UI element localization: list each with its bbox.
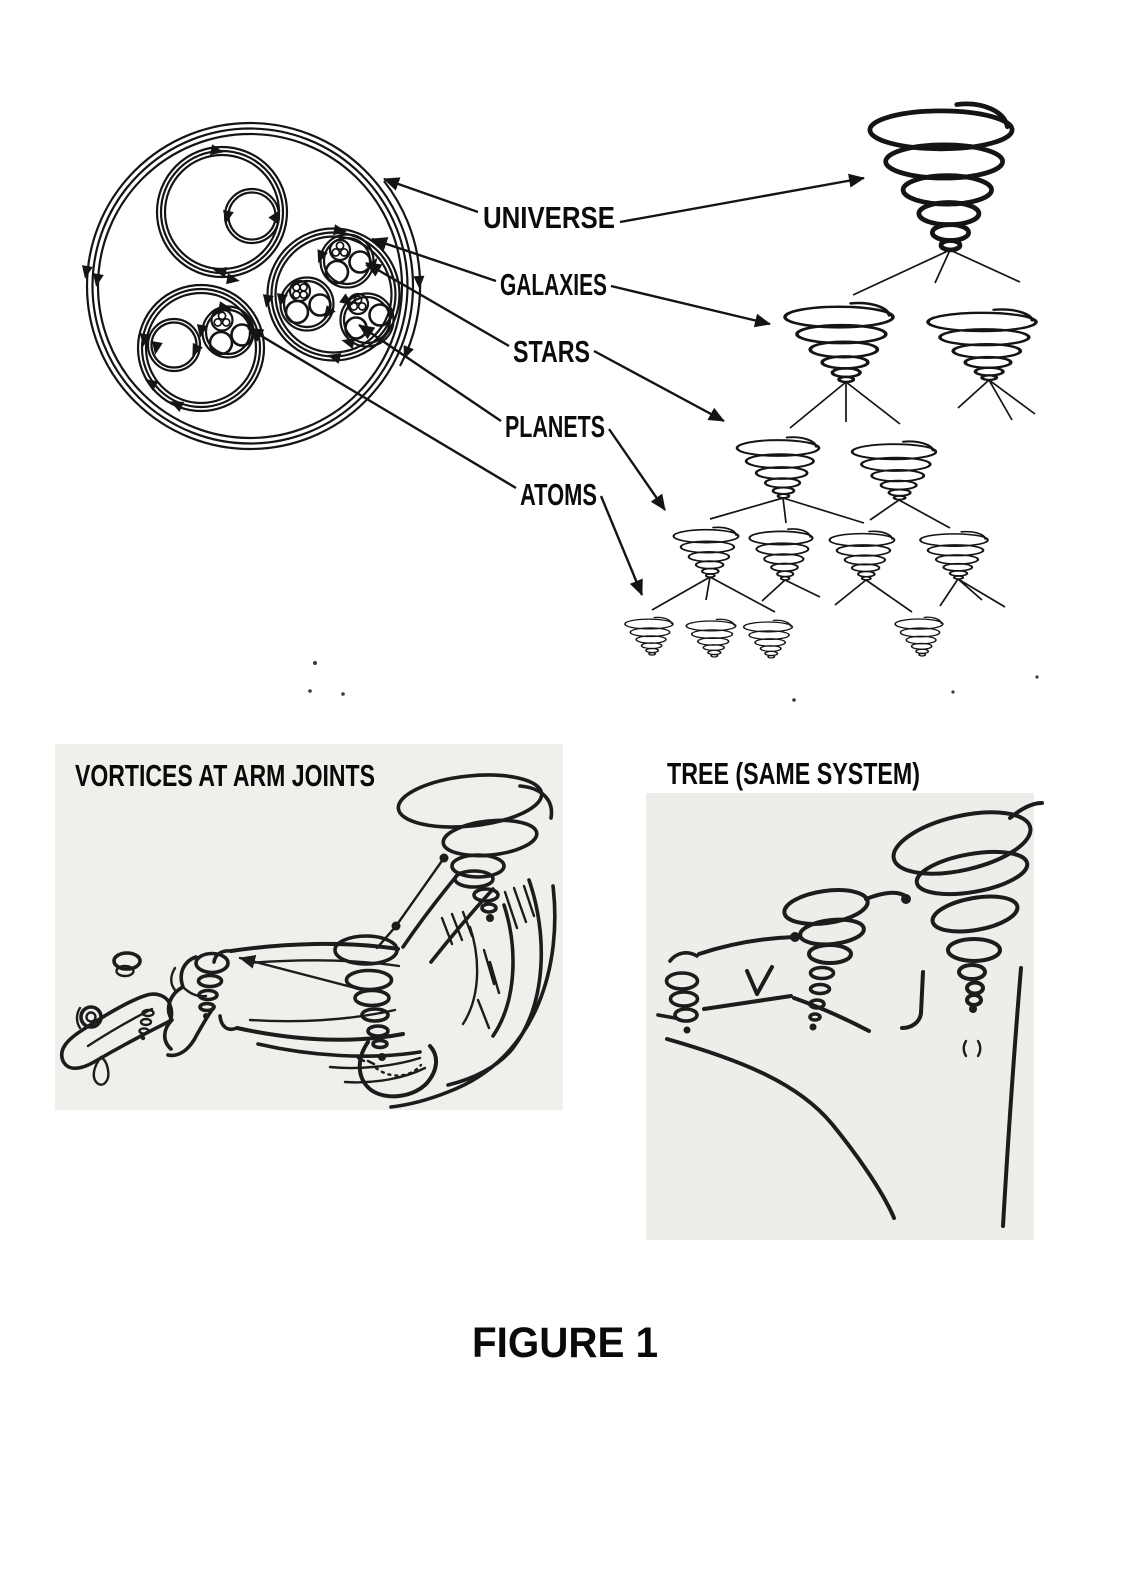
tree-sketch-panel <box>646 756 1042 1240</box>
galaxies-arrow-right <box>611 286 770 324</box>
star-circle-b <box>281 278 334 331</box>
vortex-galaxy-2 <box>928 309 1036 379</box>
galaxy-circle-right <box>268 229 400 361</box>
star-circle-a <box>321 235 374 288</box>
label-stars: STARS <box>513 334 590 369</box>
vortex-planet-4 <box>920 532 988 579</box>
star-circle-with-planets <box>203 307 254 358</box>
arm-sketch-panel <box>55 744 563 1110</box>
vortex-planet-3 <box>830 531 895 580</box>
vortex-atom-2 <box>686 619 736 657</box>
label-universe: UNIVERSE <box>483 200 615 235</box>
galaxy-circle-top <box>157 147 287 277</box>
universe-arrow-right <box>620 178 864 222</box>
label-galaxies: GALAXIES <box>500 267 607 302</box>
arm-panel-background <box>55 744 563 1110</box>
rotation-arrowheads <box>80 144 425 412</box>
figure-caption: FIGURE 1 <box>472 1319 658 1367</box>
scan-specks <box>308 661 1038 702</box>
vortex-planet-2 <box>750 529 813 580</box>
atoms-arrow-right <box>601 496 642 595</box>
universe-arrow-left <box>384 179 478 212</box>
vortex-tree-diagram <box>625 104 1036 658</box>
vortex-universe <box>870 104 1012 250</box>
tree-panel-title: TREE (SAME SYSTEM) <box>667 756 920 791</box>
vortex-atom-3 <box>744 620 793 658</box>
vortex-atom-1 <box>625 617 673 655</box>
nested-circles-diagram <box>80 123 425 449</box>
atoms-arrow-left <box>248 328 516 488</box>
label-atoms: ATOMS <box>520 477 597 512</box>
vortex-star-1 <box>737 437 819 498</box>
vortex-atom-4 <box>895 617 943 656</box>
arm-panel-title: VORTICES AT ARM JOINTS <box>75 758 375 793</box>
label-planets: PLANETS <box>505 409 605 444</box>
vortex-planet-1 <box>674 527 739 577</box>
vortex-galaxy-1 <box>785 303 893 382</box>
stars-arrow-right <box>594 351 724 421</box>
vortex-star-2 <box>852 441 936 499</box>
planets-arrow-right <box>609 429 665 510</box>
